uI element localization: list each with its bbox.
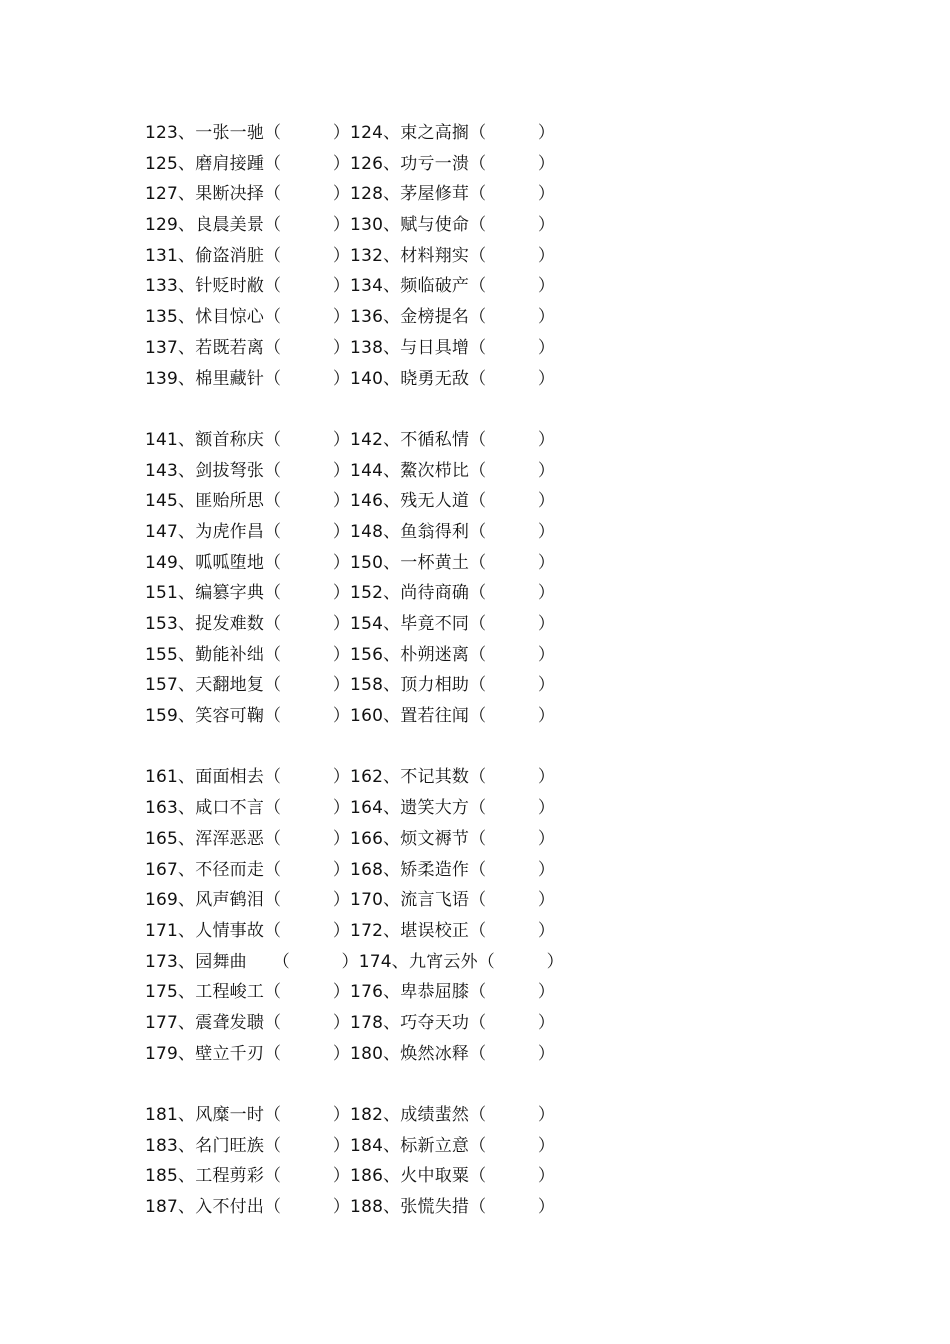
question-line: 149、呱呱堕地（ ）150、一杯黄土（ ） [145,552,556,573]
question-group [145,425,785,732]
question-line: 165、浑浑恶恶（ ）166、烦文褥节（ ） [145,828,556,849]
question-line: 177、震聋发聩（ ）178、巧夺天功（ ） [145,1012,556,1033]
question-line: 125、磨肩接踵（ ）126、功亏一溃（ ） [145,153,556,174]
question-line: 179、壁立千刃（ ）180、焕然冰释（ ） [145,1043,556,1064]
question-line: 185、工程剪彩（ ）186、火中取粟（ ） [145,1166,556,1187]
question-line: 183、名门旺族（ ）184、标新立意（ ） [145,1135,556,1156]
question-line: 135、怵目惊心（ ）136、金榜提名（ ） [145,307,556,328]
question-line: 145、匪贻所思（ ）146、残无人道（ ） [145,491,556,512]
question-line: 181、风糜一时（ ）182、成绩蜚然（ ） [145,1105,556,1125]
question-line: 123、一张一驰（ ）124、束之高搁（ ） [145,123,556,143]
question-group [145,1100,785,1223]
question-line: 139、棉里藏针（ ）140、晓勇无敌（ ） [145,368,556,389]
question-line: 151、编篡字典（ ）152、尚待商确（ ） [145,583,556,604]
question-line: 153、捉发难数（ ）154、毕竟不同（ ） [145,614,556,634]
question-line: 157、天翻地复（ ）158、顶力相助（ ） [145,675,556,696]
question-line: 173、园舞曲 （ ）174、九宵云外（ ） [145,951,564,972]
question-line: 163、咸口不言（ ）164、遗笑大方（ ） [145,798,556,819]
question-line: 137、若既若离（ ）138、与日具增（ ） [145,337,556,358]
question-line: 141、额首称庆（ ）142、不循私情（ ） [145,429,556,450]
exercise-page [145,118,785,1223]
question-group [145,118,785,394]
question-line: 175、工程峻工（ ）176、卑恭屈膝（ ） [145,982,556,1003]
question-line: 143、剑拔弩张（ ）144、鰲次栉比（ ） [145,460,556,481]
question-group [145,762,785,1069]
question-line: 167、不径而走（ ）168、矫柔造作（ ） [145,859,556,880]
question-line: 131、偷盗消脏（ ）132、材料翔实（ ） [145,245,556,266]
question-line: 161、面面相去（ ）162、不记其数（ ） [145,767,556,788]
question-line: 187、入不付出（ ）188、张慌失措（ ） [145,1197,556,1218]
question-line: 129、良晨美景（ ）130、赋与使命（ ） [145,215,556,236]
question-line: 171、人情事故（ ）172、堪误校正（ ） [145,920,556,941]
question-line: 127、果断决择（ ）128、茅屋修茸（ ） [145,184,556,205]
question-line: 147、为虎作昌（ ）148、鱼翁得利（ ） [145,521,556,542]
question-line: 133、针贬时敝（ ）134、频临破产（ ） [145,276,556,297]
question-line: 155、勤能补绌（ ）156、朴朔迷离（ ） [145,644,556,665]
question-line: 159、笑容可鞠（ ）160、置若往闻（ ） [145,706,556,727]
question-line: 169、风声鹤泪（ ）170、流言飞语（ ） [145,890,556,911]
